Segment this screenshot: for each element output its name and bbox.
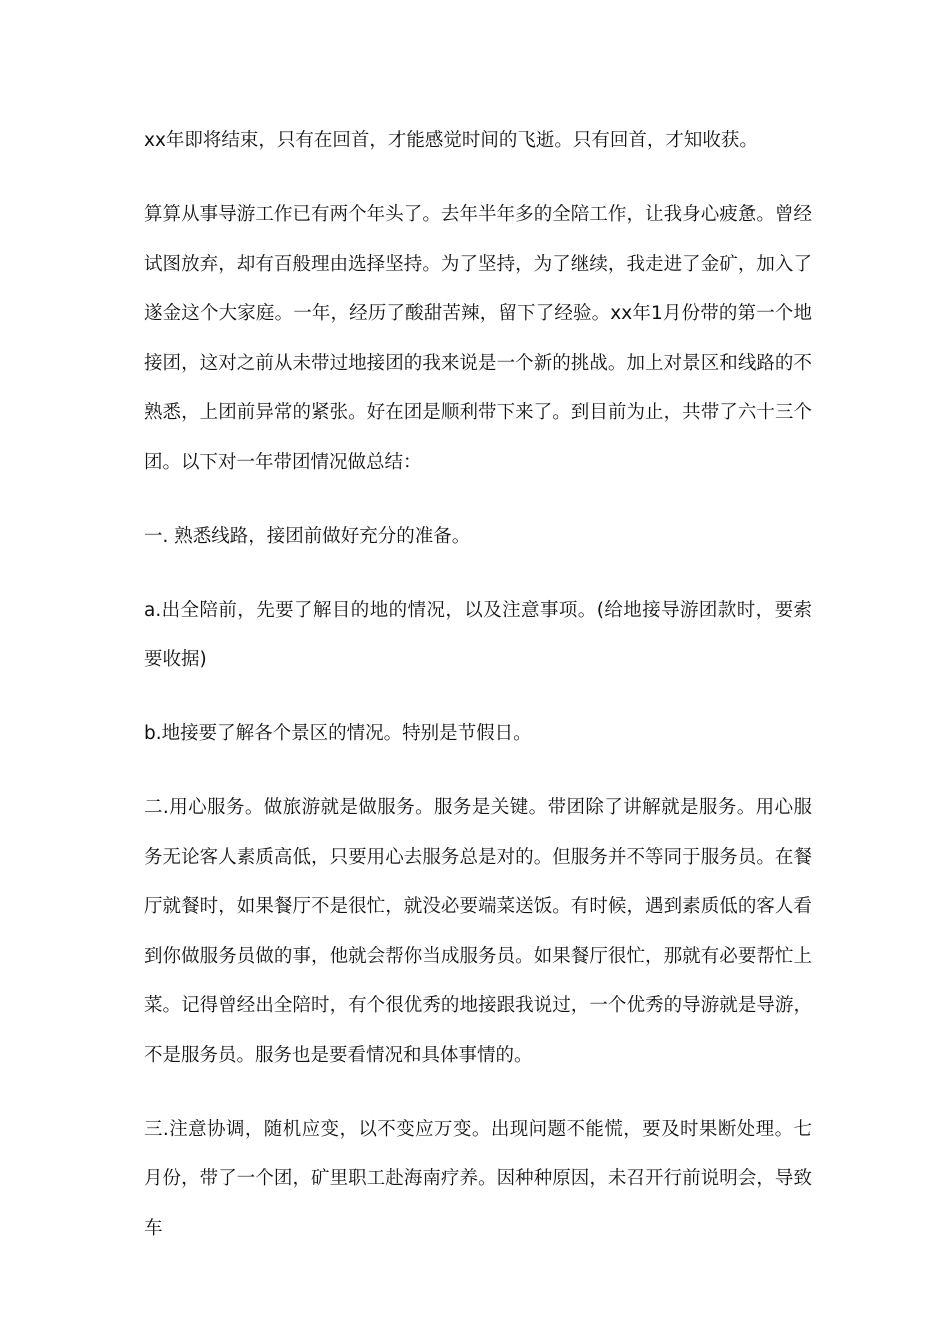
paragraph-section-1: 一. 熟悉线路，接团前做好充分的准备。 [144, 525, 471, 547]
paragraph-section-1b: b.地接要了解各个景区的情况。特别是节假日。 [144, 723, 532, 744]
paragraph-section-2: 二.用心服务。做旅游就是做服务。服务是关键。带团除了讲解就是服务。用心服务无论客人素质高低，只要用心去服务总是对的。但服务并不等同于服务员。在餐厅就餐时，如果餐厅不是很忙，就没必要端菜送饭。有时候，遇到素质低的客人看到你做服务员做的事，他就会帮你当成服务员。如果餐厅很忙，那就有必要帮忙上菜。记得曾经出全陪时，有个很优秀的地接跟我说过，一个优秀的导游就是导游，不是服务员。服务也是要看情况和具体事情的。 [144, 797, 812, 1066]
paragraph-section-3: 三.注意协调，随机应变，以不变应万变。出现问题不能慌，要及时果断处理。七月份，带了一个团，矿里职工赴海南疗养。因种种原因，未召开行前说明会，导致车 [144, 1118, 812, 1239]
paragraph-section-1a: a.出全陪前，先要了解目的地的情况，以及注意事项。(给地接导游团款时，要索要收据) [144, 599, 812, 670]
paragraph-summary: 算算从事导游工作已有两个年头了。去年半年多的全陪工作，让我身心疲惫。曾经试图放弃，却有百般理由选择坚持。为了坚持，为了继续，我走进了金矿，加入了遂金这个大家庭。一年，经历了酸甜苦辣，留下了经验。xx年1月份带的第一个地接团，这对之前从未带过地接团的我来说是一个新的挑战。加上对景区和线路的不熟悉，上团前异常的紧张。好在团是顺利带下来了。到目前为止，共带了六十三个团。以下对一年带团情况做总结： [144, 204, 812, 473]
document-body [144, 116, 812, 1278]
paragraph-intro: xx年即将结束，只有在回首，才能感觉时间的飞逝。只有回首，才知收获。 [144, 130, 758, 151]
